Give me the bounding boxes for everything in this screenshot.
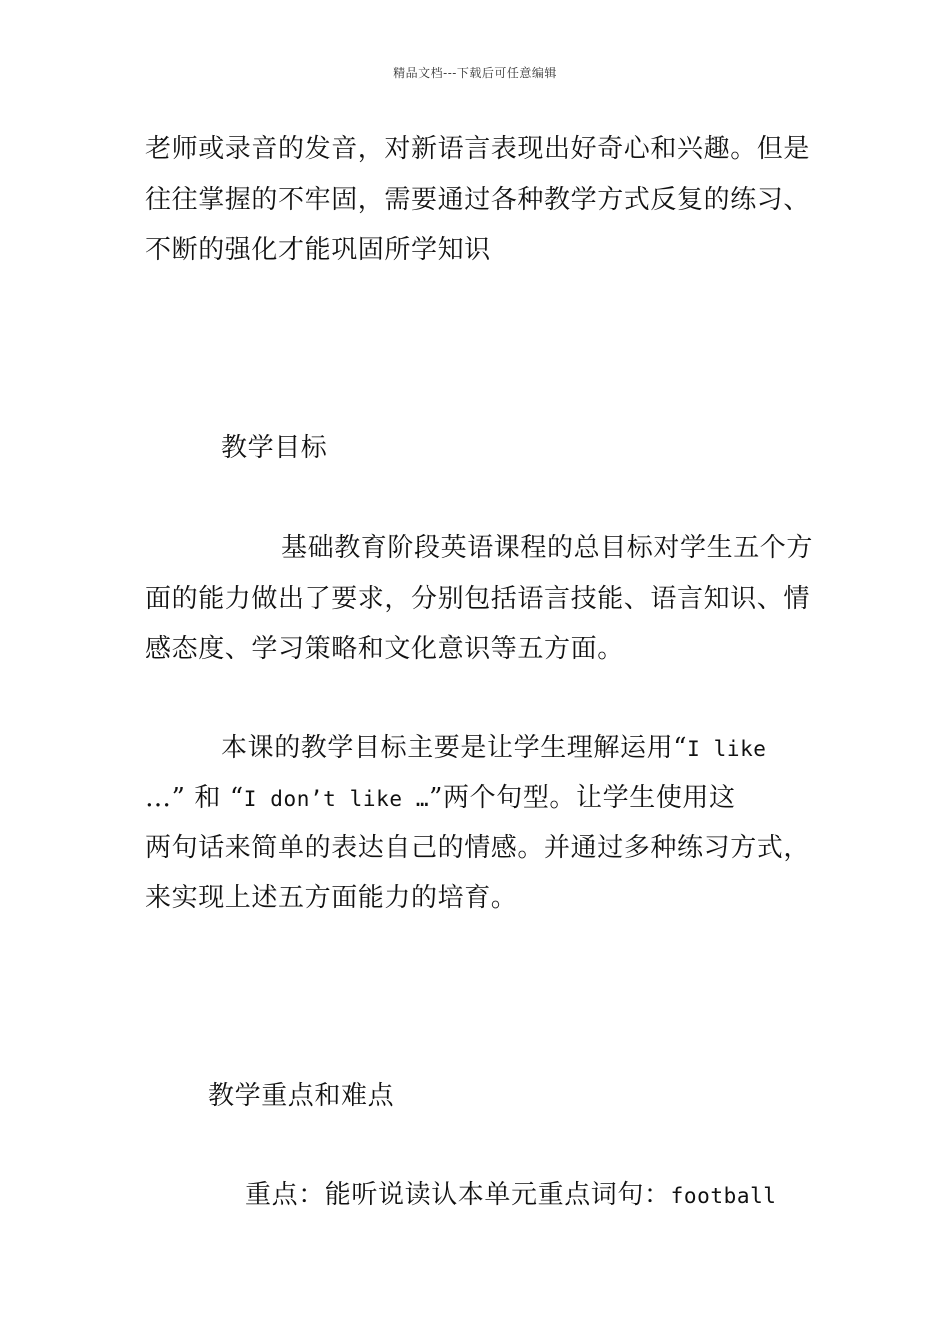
focus-line (245, 1180, 777, 1211)
text-line: 不断的强化才能巩固所学知识 (145, 235, 491, 265)
english-phrase: I don’t like … (243, 787, 430, 811)
text-line: 感态度、学习策略和文化意识等五方面。 (145, 634, 624, 664)
english-phrase: I like (687, 737, 767, 761)
section-heading-objectives: 教学目标 (221, 433, 328, 463)
text-line (145, 783, 736, 814)
text-segment: …” 和 “ (145, 783, 244, 813)
text-line: 老师或录音的发音，对新语言表现出好奇心和兴趣。但是 (145, 134, 811, 164)
focus-word: football (670, 1184, 777, 1208)
page-header: 精品文档---下载后可任意编辑 (393, 66, 557, 80)
text-line (221, 733, 767, 764)
text-line: 两句话来简单的表达自己的情感。并通过多种练习方式， (145, 833, 811, 863)
text-line: 来实现上述五方面能力的培育。 (145, 883, 518, 913)
section-heading-focus: 教学重点和难点 (208, 1081, 395, 1111)
text-segment: 本课的教学目标主要是让学生理解运用“ (221, 733, 688, 763)
text-line: 面的能力做出了要求，分别包括语言技能、语言知识、情 (145, 584, 811, 614)
text-line: 往往掌握的不牢固，需要通过各种教学方式反复的练习、 (145, 185, 811, 215)
focus-label: 重点：能听说读认本单元重点词句： (245, 1180, 671, 1210)
text-segment: ”两个句型。让学生使用这 (429, 783, 736, 813)
text-line: 基础教育阶段英语课程的总目标对学生五个方 (281, 533, 814, 563)
